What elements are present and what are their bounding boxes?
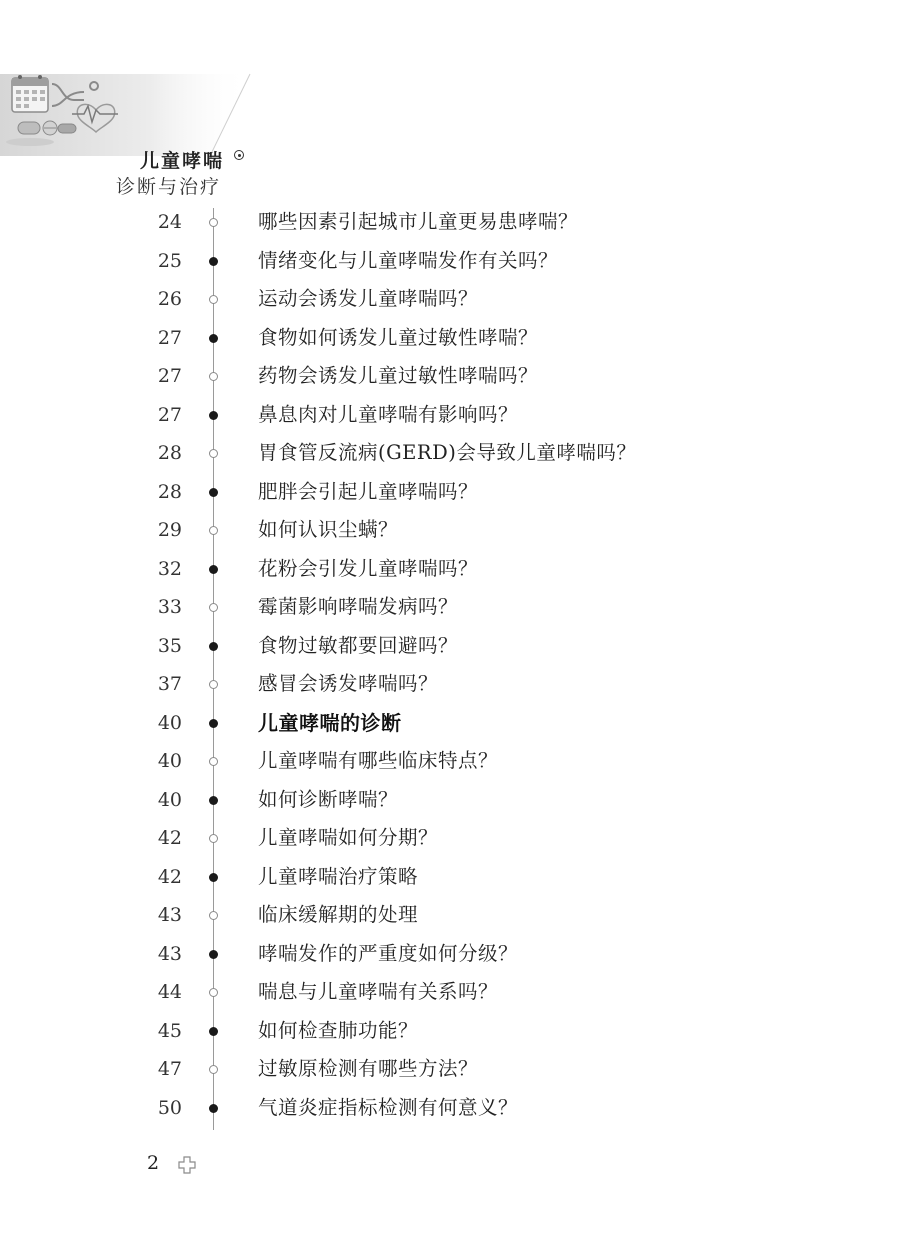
toc-entry[interactable] bbox=[0, 781, 900, 820]
toc-entry[interactable] bbox=[0, 588, 900, 627]
medical-cross-icon bbox=[178, 1156, 196, 1174]
book-subtitle: 诊断与治疗 bbox=[116, 176, 222, 198]
toc-page-number: 28 bbox=[157, 480, 182, 503]
toc-entry[interactable] bbox=[0, 357, 900, 396]
toc-page-number: 37 bbox=[157, 673, 182, 695]
toc-entry[interactable] bbox=[0, 1050, 900, 1089]
toc-entry-title: 临床缓解期的处理 bbox=[258, 903, 419, 926]
toc-entry-title: 哮喘发作的严重度如何分级？ bbox=[258, 941, 519, 965]
toc-page-number: 27 bbox=[157, 403, 182, 426]
hollow-dot-icon bbox=[209, 1065, 218, 1074]
toc-entry-title: 花粉会引发儿童哮喘吗？ bbox=[258, 556, 479, 580]
toc-page-number: 42 bbox=[157, 865, 182, 888]
toc-entry[interactable] bbox=[0, 319, 900, 358]
toc-page-number: 42 bbox=[157, 827, 182, 849]
filled-dot-icon bbox=[209, 334, 218, 343]
toc-entry[interactable] bbox=[0, 742, 900, 781]
toc-entry[interactable] bbox=[0, 550, 900, 589]
filled-dot-icon bbox=[209, 950, 218, 959]
toc-page-number: 32 bbox=[157, 557, 182, 580]
toc-entry-title: 如何认识尘螨？ bbox=[258, 518, 399, 541]
toc-entry-title: 如何诊断哮喘？ bbox=[258, 787, 399, 811]
header-banner bbox=[0, 70, 260, 198]
header-illustration bbox=[0, 70, 260, 158]
toc-entry-title: 儿童哮喘治疗策略 bbox=[258, 864, 419, 888]
filled-dot-icon bbox=[209, 719, 218, 728]
hollow-dot-icon bbox=[209, 372, 218, 381]
toc-entry[interactable] bbox=[0, 704, 900, 743]
toc-page-number: 24 bbox=[157, 211, 182, 233]
toc-page-number: 40 bbox=[157, 788, 182, 811]
toc-page-number: 40 bbox=[157, 711, 182, 734]
toc-entry-title: 食物如何诱发儿童过敏性哮喘？ bbox=[258, 325, 539, 349]
toc-entry-title: 肥胖会引起儿童哮喘吗？ bbox=[258, 479, 479, 503]
toc-page-number: 27 bbox=[157, 326, 182, 349]
hollow-dot-icon bbox=[209, 834, 218, 843]
toc-entry-title: 如何检查肺功能？ bbox=[258, 1018, 419, 1042]
toc-entry-title: 儿童哮喘有哪些临床特点？ bbox=[258, 749, 499, 772]
toc-entry[interactable] bbox=[0, 973, 900, 1012]
filled-dot-icon bbox=[209, 1104, 218, 1113]
filled-dot-icon bbox=[209, 873, 218, 882]
toc-entry-title: 霉菌影响哮喘发病吗？ bbox=[258, 595, 459, 618]
toc-entry[interactable] bbox=[0, 242, 900, 281]
toc-entry-title: 胃食管反流病(GERD)会导致儿童哮喘吗？ bbox=[258, 441, 637, 464]
hollow-dot-icon bbox=[209, 449, 218, 458]
toc-entry-title: 药物会诱发儿童过敏性哮喘吗？ bbox=[258, 364, 539, 387]
calendar-icon bbox=[12, 75, 48, 112]
toc-entry-title: 哪些因素引起城市儿童更易患哮喘？ bbox=[258, 210, 579, 233]
toc-page-number: 33 bbox=[157, 596, 182, 618]
table-of-contents bbox=[0, 203, 900, 1127]
filled-dot-icon bbox=[209, 796, 218, 805]
toc-entry[interactable] bbox=[0, 935, 900, 974]
toc-entry[interactable] bbox=[0, 1089, 900, 1128]
page-number: 2 bbox=[147, 1152, 160, 1174]
hollow-dot-icon bbox=[209, 757, 218, 766]
toc-entry-title: 气道炎症指标检测有何意义？ bbox=[258, 1095, 519, 1119]
filled-dot-icon bbox=[209, 642, 218, 651]
toc-page-number: 43 bbox=[157, 942, 182, 965]
toc-page-number: 27 bbox=[157, 365, 182, 387]
toc-page-number: 47 bbox=[157, 1058, 182, 1080]
toc-entry-title: 喘息与儿童哮喘有关系吗？ bbox=[258, 980, 499, 1003]
toc-entry[interactable] bbox=[0, 819, 900, 858]
toc-page-number: 26 bbox=[157, 288, 182, 310]
toc-entry-title: 儿童哮喘如何分期？ bbox=[258, 826, 439, 849]
filled-dot-icon bbox=[209, 565, 218, 574]
hollow-dot-icon bbox=[209, 911, 218, 920]
toc-page-number: 28 bbox=[157, 442, 182, 464]
toc-section-heading: 儿童哮喘的诊断 bbox=[258, 710, 402, 735]
hollow-dot-icon bbox=[209, 218, 218, 227]
filled-dot-icon bbox=[209, 1027, 218, 1036]
toc-page-number: 40 bbox=[157, 750, 182, 772]
toc-entry[interactable] bbox=[0, 858, 900, 897]
toc-page-number: 35 bbox=[157, 634, 182, 657]
toc-page-number: 29 bbox=[157, 519, 182, 541]
toc-entry-title: 食物过敏都要回避吗？ bbox=[258, 633, 459, 657]
toc-entry-title: 过敏原检测有哪些方法？ bbox=[258, 1057, 479, 1080]
hollow-dot-icon bbox=[209, 680, 218, 689]
hollow-dot-icon bbox=[209, 526, 218, 535]
toc-entry[interactable] bbox=[0, 203, 900, 242]
hollow-dot-icon bbox=[209, 295, 218, 304]
filled-dot-icon bbox=[209, 411, 218, 420]
hollow-dot-icon bbox=[209, 988, 218, 997]
toc-entry[interactable] bbox=[0, 665, 900, 704]
filled-dot-icon bbox=[209, 488, 218, 497]
toc-entry[interactable] bbox=[0, 511, 900, 550]
toc-entry[interactable] bbox=[0, 1012, 900, 1051]
filled-dot-icon bbox=[209, 257, 218, 266]
toc-entry[interactable] bbox=[0, 280, 900, 319]
toc-entry[interactable] bbox=[0, 473, 900, 512]
toc-entry-title: 感冒会诱发哮喘吗？ bbox=[258, 672, 439, 695]
toc-entry[interactable] bbox=[0, 434, 900, 473]
toc-page-number: 43 bbox=[157, 904, 182, 926]
toc-entry-title: 情绪变化与儿童哮喘发作有关吗？ bbox=[258, 248, 559, 272]
book-title: 儿童哮喘 bbox=[140, 150, 225, 172]
toc-entry-title: 运动会诱发儿童哮喘吗？ bbox=[258, 287, 479, 310]
toc-entry[interactable] bbox=[0, 396, 900, 435]
toc-page-number: 25 bbox=[157, 249, 182, 272]
hollow-dot-icon bbox=[209, 603, 218, 612]
toc-entry[interactable] bbox=[0, 627, 900, 666]
target-dot-icon bbox=[234, 150, 244, 160]
toc-entry[interactable] bbox=[0, 896, 900, 935]
toc-page-number: 45 bbox=[157, 1019, 182, 1042]
toc-page-number: 44 bbox=[157, 981, 182, 1003]
toc-entry-title: 鼻息肉对儿童哮喘有影响吗？ bbox=[258, 402, 519, 426]
toc-page-number: 50 bbox=[157, 1096, 182, 1119]
